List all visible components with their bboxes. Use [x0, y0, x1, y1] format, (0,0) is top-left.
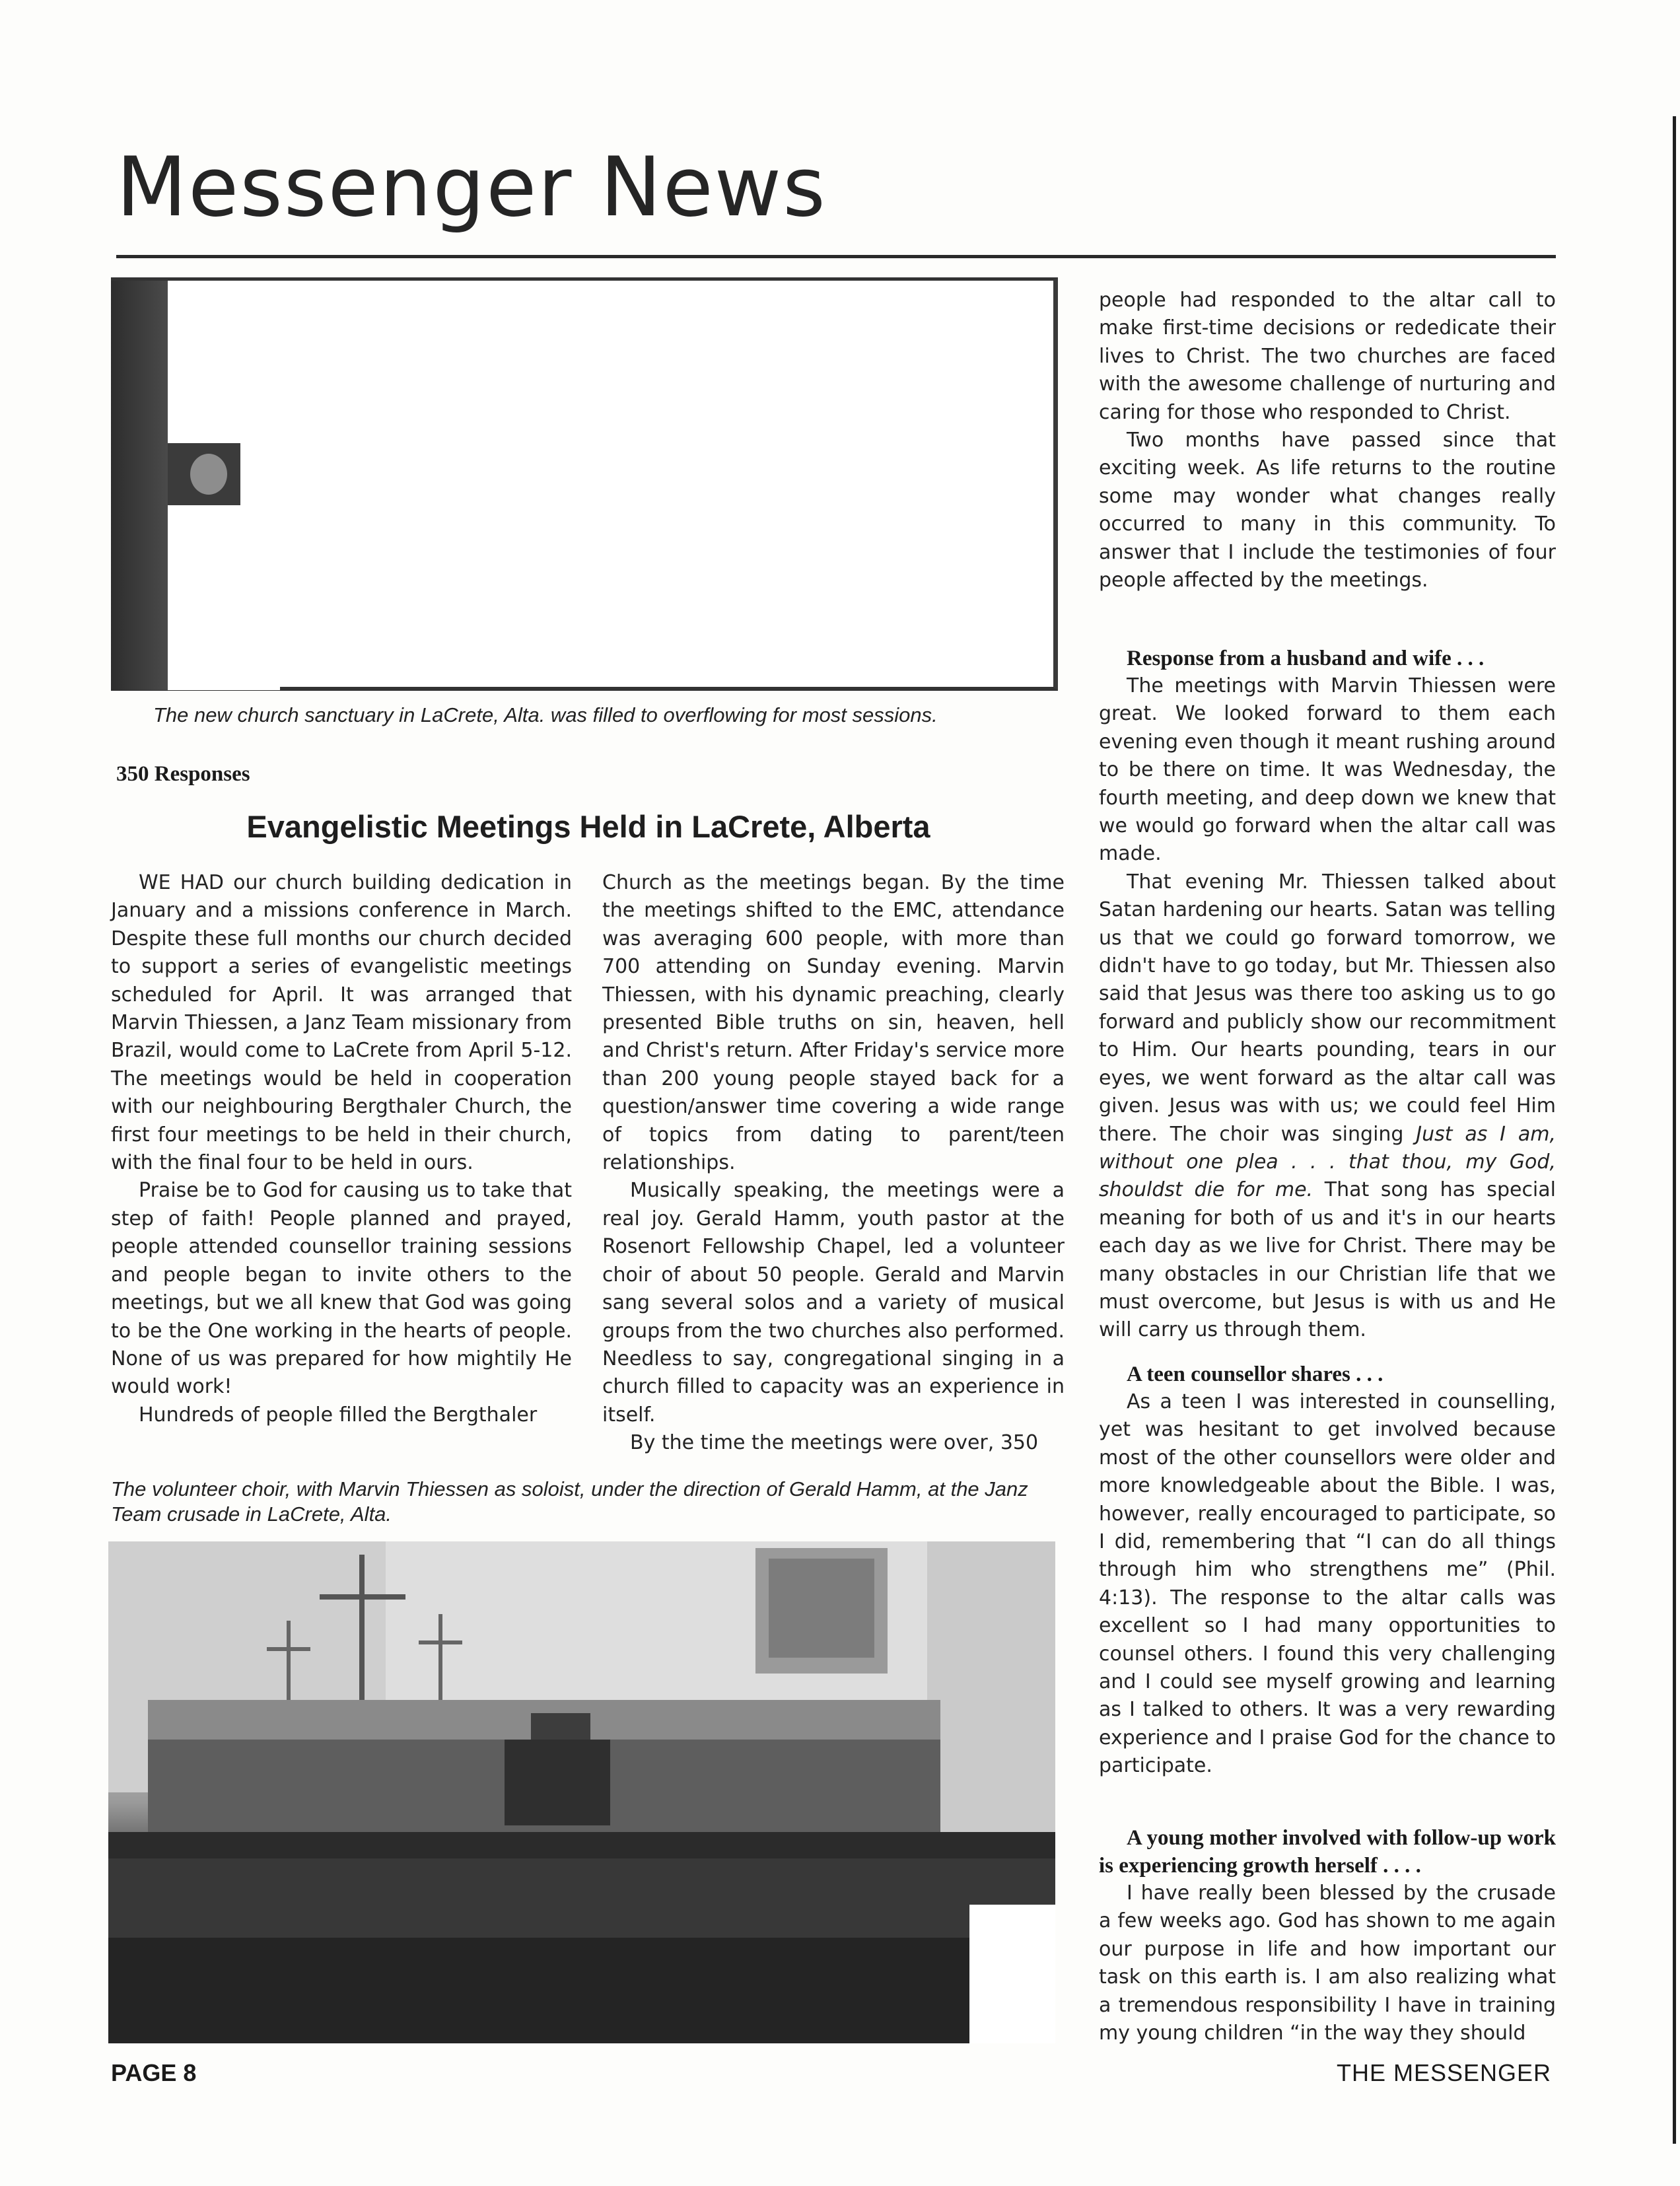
- page-edge-rule: [1673, 116, 1676, 2144]
- paragraph: As a teen I was interested in counselling, yet was hesitant to get involved because most of the other counsellors were older and more knowledgeable about the Bible. I was, however, really encouraged to participate, so I did, remembering that “I can do all things through him who strengthens me” (Phil. 4:13). The response to the altar calls was excellent so I had many opportunities to counsel others. I found this very challenging and I could see myself growing and learning as I talked to others. It was a very rewarding experience and I praise God for the chance to participate.: [1099, 1390, 1556, 1778]
- choir-photo: [108, 1541, 1055, 2043]
- masthead-title: Messenger News: [116, 140, 827, 235]
- paragraph-text: That song has special meaning for both of us and it's in our hearts each day as we live for Christ. There may be many obstacles in our Christian life that we must overcome, but Jesus is with us and He will carry us through them.: [1099, 1178, 1556, 1342]
- testimony-mother: [1099, 1824, 1556, 2047]
- paragraph: people had responded to the altar call to make first-time decisions or rededicate their lives to Christ. The two churches are faced with the awesome challenge of nurturing and caring for those who responded to Christ.: [1099, 289, 1556, 424]
- photo-blank-area: [168, 281, 1053, 443]
- choir-photo-blank-area: [969, 1905, 1055, 2043]
- testimony-husband-wife: [1099, 645, 1556, 1345]
- testimony-heading: A young mother involved with follow-up work is experiencing growth herself . . . .: [1099, 1826, 1556, 1878]
- paragraph: By the time the meetings were over, 350: [630, 1431, 1039, 1455]
- paragraph: WE HAD our church building dedication in January and a missions conference in March. Despite these full months our church decided to support a series of evangelistic meetings scheduled for April. It was arranged that Marvin Thiessen, a Janz Team missionary from Brazil, would come to LaCrete from April 5-12. The meetings would be held in cooperation with our neighbouring Bergthaler Church, the first four meetings to be held in their church, with the final four to be held in ours.: [111, 871, 572, 1175]
- sanctuary-photo: [111, 277, 1058, 691]
- paragraph: Praise be to God for causing us to take that step of faith! People planned and prayed, people attended counsellor training sessions and people began to invite others to the meetings, but we all knew that God was going to be the One working in the hearts of people. None of us was prepared for how mightily He would work!: [111, 1179, 572, 1399]
- paragraph: The meetings with Marvin Thiessen were great. We looked forward to them each evening even though it meant rushing around to be there on time. It was Wednesday, the fourth meeting, and deep down we knew that we would go forward when the altar call was made.: [1099, 674, 1556, 866]
- article-kicker: 350 Responses: [116, 762, 250, 786]
- article-column-1: [111, 869, 572, 1429]
- paragraph: I have really been blessed by the crusade a few weeks ago. God has shown to me again our purpose in life and how important our task on this earth is. I am also realizing what a tremendous responsibility I have in training my young children “in the way they should: [1099, 1882, 1556, 2045]
- paragraph-text: That evening Mr. Thiessen talked about Satan hardening our hearts. Satan was telling us that we could go forward tomorrow, we didn't have to go today, but Mr. Thiessen also said that Jesus was there too asking us to go forward and publicly show our recommitment to Him. Our hearts pounding, tears in our eyes, we went forward as the altar call was given. Jesus was with us; we could feel Him there. The choir was singing: [1099, 870, 1556, 1146]
- testimony-teen: [1099, 1360, 1556, 1781]
- photo-blank-area-lower: [168, 505, 280, 690]
- article-column-2: [602, 869, 1065, 1458]
- testimony-heading: A teen counsellor shares . . .: [1127, 1362, 1383, 1386]
- publication-name: THE MESSENGER: [1337, 2059, 1552, 2086]
- paragraph: [1099, 868, 1556, 1345]
- article-headline: Evangelistic Meetings Held in LaCrete, Alberta: [246, 809, 930, 844]
- choir-photo-caption: The volunteer choir, with Marvin Thiessen as soloist, under the direction of Gerald Hamm, at the Janz Team crusade in LaCrete, Alta.: [111, 1477, 1028, 1526]
- hymn-quote: Just as I am, without one plea . . . that thou, my God, shouldst die for me.: [1099, 1122, 1556, 1202]
- testimony-heading: Response from a husband and wife . . .: [1127, 647, 1485, 670]
- paragraph: Church as the meetings began. By the time the meetings shifted to the EMC, attendance was averaging 600 people, with more than 700 attending on Sunday evening. Marvin Thiessen, with his dynamic preaching, clearly presented Bible truths on sin, heaven, hell and Christ's return. After Friday's service more than 200 young people stayed back for a question/answer time covering a wide range of topics from dating to parent/teen relationships.: [602, 871, 1065, 1175]
- photo-dark-strip: [111, 281, 168, 690]
- article-column-3-intro: [1099, 287, 1556, 594]
- sanctuary-photo-caption: The new church sanctuary in LaCrete, Alta. was filled to overflowing for most sessions.: [153, 703, 938, 726]
- paragraph: Musically speaking, the meetings were a real joy. Gerald Hamm, youth pastor at the Rosenort Fellowship Chapel, led a volunteer choir of about 50 people. Gerald and Marvin sang several solos and a variety of musical groups from the two churches also performed. Needless to say, congregational singing in a church filled to capacity was an experience in itself.: [602, 1179, 1065, 1427]
- paragraph: Two months have passed since that exciting week. As life returns to the routine some may wonder what changes really occurred to many in this community. To answer that I include the testimonies of four people affected by the meetings.: [1099, 429, 1556, 592]
- page-number: PAGE 8: [111, 2059, 197, 2086]
- choir-photo-illustration: [108, 1541, 1055, 2043]
- photo-person-face: [190, 454, 227, 495]
- paragraph: Hundreds of people filled the Bergthaler: [139, 1403, 538, 1427]
- masthead-rule: [116, 255, 1556, 258]
